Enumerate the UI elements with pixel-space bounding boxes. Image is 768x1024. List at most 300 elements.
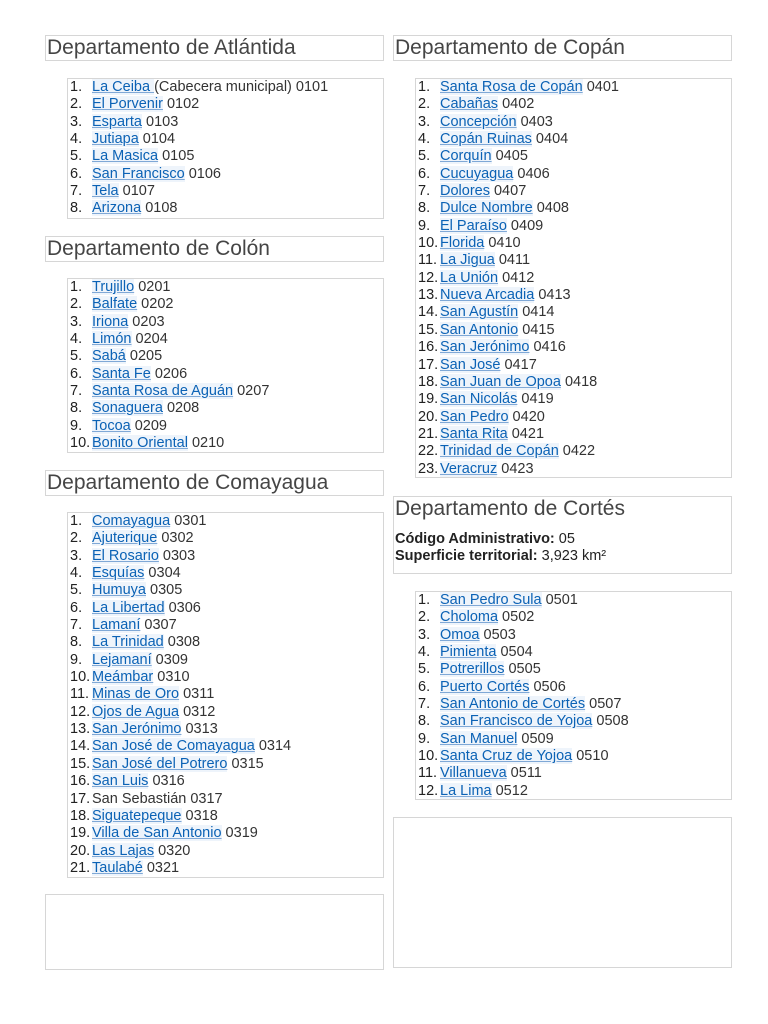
municipality-link[interactable]: Puerto Cortés bbox=[440, 678, 530, 695]
list-item bbox=[416, 783, 731, 800]
municipality-code: 0209 bbox=[130, 417, 167, 434]
municipality-list-colon bbox=[68, 279, 383, 452]
list-item-number: 7. bbox=[418, 696, 431, 713]
municipality-link[interactable]: Jutiapa bbox=[92, 131, 139, 148]
municipality-link[interactable]: La Masica bbox=[92, 148, 159, 165]
municipality-code: 0204 bbox=[131, 331, 168, 348]
code-label: Código Administrativo: bbox=[395, 531, 555, 547]
list-item bbox=[416, 322, 731, 339]
municipality-link[interactable]: Pimienta bbox=[440, 644, 497, 661]
municipality-link[interactable]: Trujillo bbox=[92, 279, 135, 295]
list-item bbox=[68, 704, 383, 721]
list-item-number: 10. bbox=[70, 669, 91, 686]
list-item-number: 20. bbox=[418, 408, 439, 425]
municipality-link[interactable]: Lamaní bbox=[92, 617, 141, 634]
list-item-number: 18. bbox=[70, 807, 91, 824]
list-item-number: 4. bbox=[70, 331, 83, 348]
list-item bbox=[68, 279, 383, 296]
list-item bbox=[68, 530, 383, 547]
municipality-link[interactable]: La Unión bbox=[440, 269, 499, 286]
municipality-link[interactable]: San José del Potrero bbox=[92, 755, 228, 772]
section-heading-colon: Departamento de Colón bbox=[45, 236, 384, 262]
list-item-number: 7. bbox=[70, 183, 83, 200]
list-item-number: 9. bbox=[418, 217, 431, 234]
list-item bbox=[68, 418, 383, 435]
municipality-link[interactable]: Omoa bbox=[440, 626, 480, 643]
municipality-code: 0412 bbox=[498, 269, 535, 286]
list-item-number: 3. bbox=[70, 547, 83, 564]
municipality-link[interactable]: Villa de San Antonio bbox=[92, 825, 222, 842]
list-item bbox=[68, 331, 383, 348]
list-item bbox=[416, 765, 731, 782]
municipality-link[interactable]: Santa Rosa de Aguán bbox=[92, 383, 234, 400]
municipality-code: 0504 bbox=[496, 644, 533, 661]
municipality-link[interactable]: San José bbox=[440, 356, 501, 373]
municipality-link[interactable]: Esparta bbox=[92, 113, 142, 130]
list-item bbox=[416, 252, 731, 269]
list-item bbox=[68, 131, 383, 148]
list-item bbox=[68, 435, 383, 452]
list-item bbox=[68, 634, 383, 651]
municipality-code: 0319 bbox=[221, 825, 258, 842]
list-item bbox=[68, 200, 383, 217]
municipality-code: 0312 bbox=[179, 703, 216, 720]
list-item bbox=[68, 166, 383, 183]
list-item bbox=[416, 696, 731, 713]
municipality-link[interactable]: Balfate bbox=[92, 296, 138, 313]
municipality-link[interactable]: Potrerillos bbox=[440, 661, 505, 678]
list-item bbox=[416, 96, 731, 113]
municipality-link[interactable]: La Jigua bbox=[440, 252, 495, 269]
list-item bbox=[68, 513, 383, 530]
list-item bbox=[68, 114, 383, 131]
list-item bbox=[416, 200, 731, 217]
municipality-code: 0108 bbox=[141, 200, 178, 217]
section-heading-atlantida: Departamento de Atlántida bbox=[45, 35, 384, 61]
municipality-link[interactable]: Villanueva bbox=[440, 765, 507, 782]
list-item bbox=[68, 669, 383, 686]
list-item-number: 1. bbox=[70, 279, 83, 295]
list-item bbox=[416, 183, 731, 200]
municipality-code: 0320 bbox=[154, 842, 191, 859]
municipality-link[interactable]: Esquías bbox=[92, 565, 145, 582]
list-item-number: 10. bbox=[418, 235, 439, 252]
municipality-code: 0301 bbox=[170, 513, 207, 529]
list-item-number: 3. bbox=[70, 313, 83, 330]
municipality-code: 0401 bbox=[582, 79, 619, 95]
municipality-link[interactable]: Corquín bbox=[440, 148, 492, 165]
municipality-code: 0203 bbox=[128, 313, 165, 330]
municipality-link[interactable]: San Francisco de Yojoa bbox=[440, 713, 593, 730]
municipality-code: 0413 bbox=[534, 287, 571, 304]
list-item-number: 7. bbox=[418, 183, 431, 200]
list-item-number: 21. bbox=[418, 425, 439, 442]
municipality-code: 0307 bbox=[140, 617, 177, 634]
municipality-code: 0321 bbox=[142, 859, 180, 876]
list-item-number: 5. bbox=[70, 582, 83, 599]
municipality-code: 0411 bbox=[494, 252, 531, 269]
list-item bbox=[416, 731, 731, 748]
list-item bbox=[416, 679, 731, 696]
list-item-number: 6. bbox=[70, 365, 83, 382]
municipality-link[interactable]: Santa Rosa de Copán bbox=[440, 79, 583, 95]
municipality-link[interactable]: La Lima bbox=[440, 782, 492, 799]
list-item bbox=[416, 713, 731, 730]
list-item-number: 1. bbox=[418, 79, 431, 95]
municipality-list-comayagua bbox=[68, 513, 383, 877]
list-item bbox=[416, 270, 731, 287]
municipality-link[interactable]: San Nicolás bbox=[440, 391, 518, 408]
municipality-list-cortes bbox=[416, 592, 731, 800]
list-item bbox=[416, 287, 731, 304]
list-item-number: 8. bbox=[70, 634, 83, 651]
municipality-code: 0107 bbox=[118, 183, 155, 200]
list-item bbox=[68, 565, 383, 582]
list-item bbox=[416, 166, 731, 183]
municipality-link[interactable]: El Rosario bbox=[92, 547, 159, 564]
municipality-link[interactable]: San Antonio bbox=[440, 321, 519, 338]
municipality-link[interactable]: Cucuyagua bbox=[440, 165, 514, 182]
municipality-link[interactable]: Santa Rita bbox=[440, 425, 508, 442]
list-item-number: 1. bbox=[418, 592, 431, 608]
info-box-cortes bbox=[393, 496, 732, 574]
list-item bbox=[68, 79, 383, 96]
municipality-code: 0303 bbox=[158, 547, 196, 564]
municipality-list-atlantida bbox=[68, 79, 383, 218]
list-item bbox=[68, 825, 383, 842]
list-item-number: 2. bbox=[70, 530, 83, 547]
list-item bbox=[416, 443, 731, 460]
list-item-number: 18. bbox=[418, 373, 439, 390]
municipality-code: 0210 bbox=[187, 435, 225, 452]
list-item-number: 14. bbox=[418, 304, 439, 321]
municipality-code: 0103 bbox=[141, 113, 179, 130]
list-item bbox=[416, 409, 731, 426]
municipality-code: 0104 bbox=[138, 131, 176, 148]
list-item bbox=[416, 339, 731, 356]
municipality-code: 0512 bbox=[491, 782, 528, 799]
municipality-code: 0304 bbox=[144, 565, 181, 582]
municipality-link[interactable]: Meámbar bbox=[92, 669, 154, 686]
municipality-link[interactable]: Ojos de Agua bbox=[92, 703, 180, 720]
list-item-number: 20. bbox=[70, 842, 91, 859]
municipality-code: 0402 bbox=[498, 96, 535, 113]
list-item-number: 5. bbox=[418, 148, 431, 165]
municipality-link[interactable]: Comayagua bbox=[92, 513, 171, 529]
municipality-link[interactable]: Sabá bbox=[92, 348, 126, 365]
municipality-link[interactable]: Siguatepeque bbox=[92, 807, 182, 824]
list-item bbox=[68, 314, 383, 331]
list-item bbox=[68, 383, 383, 400]
list-item-number: 19. bbox=[418, 391, 439, 408]
list-item-number: 11. bbox=[418, 765, 438, 782]
municipality-code: 0510 bbox=[572, 748, 609, 765]
list-item-number: 10. bbox=[70, 435, 91, 452]
list-item bbox=[416, 461, 731, 478]
municipality-link[interactable]: Choloma bbox=[440, 609, 499, 626]
list-item-number: 12. bbox=[418, 782, 439, 799]
list-item bbox=[416, 304, 731, 321]
list-item-number: 3. bbox=[418, 626, 431, 643]
municipality-code: 0315 bbox=[227, 755, 264, 772]
list-item bbox=[416, 374, 731, 391]
municipality-code: 0421 bbox=[507, 425, 545, 442]
list-item bbox=[68, 617, 383, 634]
municipality-list-box-cortes bbox=[415, 591, 732, 800]
municipality-code: 0503 bbox=[479, 626, 516, 643]
municipality-link[interactable]: Arizona bbox=[92, 200, 142, 217]
municipality-code: 0417 bbox=[500, 356, 537, 373]
municipality-code: 0205 bbox=[125, 348, 163, 365]
municipality-link[interactable]: Limón bbox=[92, 331, 132, 348]
list-item bbox=[68, 348, 383, 365]
municipality-list-box-comayagua bbox=[67, 512, 384, 878]
municipality-link[interactable]: San Pedro bbox=[440, 408, 509, 425]
municipality-code: (Cabecera municipal) 0101 bbox=[154, 79, 329, 95]
municipality-link[interactable]: La Trinidad bbox=[92, 634, 164, 651]
list-item-number: 6. bbox=[418, 165, 431, 182]
municipality-code: 0309 bbox=[151, 651, 188, 668]
municipality-link[interactable]: Santa Cruz de Yojoa bbox=[440, 748, 573, 765]
list-item bbox=[68, 366, 383, 383]
list-item-number: 3. bbox=[418, 113, 431, 130]
list-item-number: 17. bbox=[70, 790, 91, 807]
municipality-link[interactable]: Nueva Arcadia bbox=[440, 287, 535, 304]
list-item bbox=[416, 391, 731, 408]
list-item bbox=[416, 426, 731, 443]
list-item bbox=[68, 843, 383, 860]
list-item bbox=[416, 357, 731, 374]
list-item-number: 22. bbox=[418, 443, 439, 460]
municipality-link[interactable]: El Paraíso bbox=[440, 217, 507, 234]
list-item-number: 1. bbox=[70, 513, 83, 529]
municipality-code: 0502 bbox=[498, 609, 535, 626]
list-item-number: 8. bbox=[418, 200, 431, 217]
municipality-code: 0501 bbox=[541, 592, 578, 608]
municipality-code: 0313 bbox=[181, 721, 218, 738]
list-item-number: 5. bbox=[70, 348, 83, 365]
right-column bbox=[393, 35, 732, 800]
municipality-link[interactable]: La Libertad bbox=[92, 599, 165, 616]
list-item-number: 17. bbox=[418, 356, 439, 373]
list-item-number: 2. bbox=[70, 296, 83, 313]
municipality-link[interactable]: Florida bbox=[440, 235, 485, 252]
municipality-link[interactable]: Minas de Oro bbox=[92, 686, 180, 703]
municipality-code: 0509 bbox=[517, 730, 554, 747]
list-item-number: 8. bbox=[70, 400, 83, 417]
list-item bbox=[68, 548, 383, 565]
section-heading-copan: Departamento de Copán bbox=[393, 35, 732, 61]
municipality-code: 0508 bbox=[592, 713, 629, 730]
municipality-code: 0511 bbox=[506, 765, 542, 782]
list-item-number: 4. bbox=[418, 131, 431, 148]
municipality-code: 0102 bbox=[162, 96, 200, 113]
municipality-list-box-colon bbox=[67, 278, 384, 453]
list-item-number: 23. bbox=[418, 460, 439, 477]
empty-box-right bbox=[393, 817, 732, 968]
municipality-link[interactable]: Tela bbox=[92, 183, 119, 200]
municipality-code: 0105 bbox=[158, 148, 195, 165]
list-item-number: 13. bbox=[418, 287, 439, 304]
municipality-code: 0420 bbox=[508, 408, 545, 425]
municipality-code: 0201 bbox=[134, 279, 171, 295]
municipality-link[interactable]: Tocoa bbox=[92, 417, 131, 434]
list-item-number: 12. bbox=[418, 269, 439, 286]
municipality-link[interactable]: Humuya bbox=[92, 582, 146, 599]
list-item bbox=[68, 400, 383, 417]
municipality-link[interactable]: Sonaguera bbox=[92, 400, 163, 417]
municipality-link[interactable]: Santa Fe bbox=[92, 365, 151, 382]
list-item-number: 2. bbox=[418, 96, 431, 113]
municipality-link[interactable]: San Antonio de Cortés bbox=[440, 696, 586, 713]
list-item-number: 11. bbox=[70, 686, 90, 703]
municipality-code: 0418 bbox=[560, 373, 598, 390]
municipality-link[interactable]: Iriona bbox=[92, 313, 129, 330]
municipality-code: 0207 bbox=[233, 383, 270, 400]
list-item-number: 1. bbox=[70, 79, 83, 95]
municipality-code: 0406 bbox=[513, 165, 550, 182]
list-item bbox=[68, 183, 383, 200]
list-item bbox=[68, 652, 383, 669]
municipality-link[interactable]: Cabañas bbox=[440, 96, 499, 113]
municipality-code: 0410 bbox=[484, 235, 521, 252]
municipality-code: 0419 bbox=[517, 391, 554, 408]
municipality-code: 0208 bbox=[162, 400, 200, 417]
list-item bbox=[68, 96, 383, 113]
municipality-link[interactable]: San José de Comayagua bbox=[92, 738, 255, 755]
municipality-code: 0403 bbox=[516, 113, 553, 130]
list-item bbox=[416, 79, 731, 96]
list-item-number: 13. bbox=[70, 721, 91, 738]
municipality-code: 0306 bbox=[164, 599, 201, 616]
list-item-number: 4. bbox=[418, 644, 431, 661]
list-item bbox=[68, 148, 383, 165]
list-item-number: 15. bbox=[70, 755, 91, 772]
list-item bbox=[416, 609, 731, 626]
municipality-link[interactable]: Veracruz bbox=[440, 460, 498, 477]
municipality-link[interactable]: San Agustín bbox=[440, 304, 519, 321]
municipality-code: 0311 bbox=[179, 686, 215, 703]
municipality-link[interactable]: Ajuterique bbox=[92, 530, 158, 547]
section-heading-comayagua: Departamento de Comayagua bbox=[45, 470, 384, 496]
municipality-code: 0505 bbox=[504, 661, 541, 678]
municipality-code: 0409 bbox=[506, 217, 544, 234]
list-item-number: 8. bbox=[70, 200, 83, 217]
municipality-link[interactable]: Copán Ruinas bbox=[440, 131, 532, 148]
list-item bbox=[416, 661, 731, 678]
municipality-link[interactable]: Dulce Nombre bbox=[440, 200, 533, 217]
list-item bbox=[68, 600, 383, 617]
list-item bbox=[68, 756, 383, 773]
municipality-link[interactable]: San Juan de Opoa bbox=[440, 373, 561, 390]
list-item bbox=[416, 235, 731, 252]
list-item bbox=[416, 148, 731, 165]
municipality-code: 0305 bbox=[146, 582, 183, 599]
list-item-number: 6. bbox=[70, 165, 83, 182]
municipality-code: 0416 bbox=[529, 339, 566, 356]
list-item-number: 2. bbox=[418, 609, 431, 626]
list-item-number: 10. bbox=[418, 748, 439, 765]
left-column bbox=[45, 35, 384, 878]
list-item bbox=[68, 860, 383, 877]
municipality-link[interactable]: San Luis bbox=[92, 773, 149, 790]
municipality-code: 0310 bbox=[153, 669, 190, 686]
list-item-number: 12. bbox=[70, 703, 91, 720]
municipality-link[interactable]: San Francisco bbox=[92, 165, 185, 182]
municipality-code: 0404 bbox=[531, 131, 569, 148]
list-item-number: 5. bbox=[418, 661, 431, 678]
municipality-code: 0423 bbox=[497, 460, 534, 477]
list-item bbox=[416, 627, 731, 644]
municipality-link[interactable]: San Manuel bbox=[440, 730, 518, 747]
municipality-link[interactable]: San Pedro Sula bbox=[440, 592, 542, 608]
municipality-link[interactable]: Las Lajas bbox=[92, 842, 155, 859]
area-label: Superficie territorial: bbox=[395, 547, 538, 564]
list-item bbox=[68, 773, 383, 790]
list-item-number: 8. bbox=[418, 713, 431, 730]
code-value: 05 bbox=[554, 531, 575, 547]
municipality-code: 0506 bbox=[529, 678, 566, 695]
municipality-list-box-copan bbox=[415, 78, 732, 478]
municipality-code: 0302 bbox=[157, 530, 194, 547]
list-item bbox=[416, 592, 731, 609]
list-item-number: 7. bbox=[70, 383, 83, 400]
list-item bbox=[416, 644, 731, 661]
municipality-link[interactable]: Taulabé bbox=[92, 859, 143, 876]
empty-box-left bbox=[45, 894, 384, 970]
list-item-number: 14. bbox=[70, 738, 91, 755]
municipality-link[interactable]: Concepción bbox=[440, 113, 517, 130]
municipality-code: San Sebastián 0317 bbox=[92, 790, 223, 807]
municipality-link[interactable]: Lejamaní bbox=[92, 651, 152, 668]
info-row-area bbox=[395, 548, 730, 565]
municipality-link[interactable]: San Jerónimo bbox=[92, 721, 182, 738]
list-item-number: 21. bbox=[70, 859, 91, 876]
municipality-link[interactable]: Trinidad de Copán bbox=[440, 443, 559, 460]
list-item bbox=[68, 808, 383, 825]
municipality-list-copan bbox=[416, 79, 731, 478]
municipality-code: 0422 bbox=[558, 443, 596, 460]
municipality-code: 0308 bbox=[163, 634, 201, 651]
list-item-number: 9. bbox=[70, 651, 83, 668]
municipality-link[interactable]: Dolores bbox=[440, 183, 490, 200]
municipality-code: 0206 bbox=[150, 365, 188, 382]
municipality-code: 0408 bbox=[532, 200, 569, 217]
municipality-code: 0415 bbox=[518, 321, 555, 338]
list-item-number: 9. bbox=[70, 417, 83, 434]
list-item-number: 16. bbox=[418, 339, 439, 356]
municipality-link[interactable]: San Jerónimo bbox=[440, 339, 530, 356]
list-item bbox=[416, 748, 731, 765]
list-item bbox=[68, 791, 383, 808]
municipality-link[interactable]: El Porvenir bbox=[92, 96, 163, 113]
municipality-code: 0414 bbox=[518, 304, 555, 321]
municipality-code: 0405 bbox=[491, 148, 528, 165]
municipality-link[interactable]: La Ceiba bbox=[92, 79, 155, 95]
list-item bbox=[416, 131, 731, 148]
area-value: 3,923 km² bbox=[537, 547, 607, 564]
list-item-number: 4. bbox=[70, 131, 83, 148]
section-heading-cortes: Departamento de Cortés bbox=[395, 497, 730, 521]
list-item bbox=[68, 582, 383, 599]
municipality-code: 0507 bbox=[585, 696, 622, 713]
list-item-number: 16. bbox=[70, 773, 91, 790]
list-item-number: 4. bbox=[70, 565, 83, 582]
list-item-number: 3. bbox=[70, 113, 83, 130]
list-item bbox=[68, 721, 383, 738]
list-item bbox=[416, 114, 731, 131]
municipality-link[interactable]: Bonito Oriental bbox=[92, 435, 188, 452]
